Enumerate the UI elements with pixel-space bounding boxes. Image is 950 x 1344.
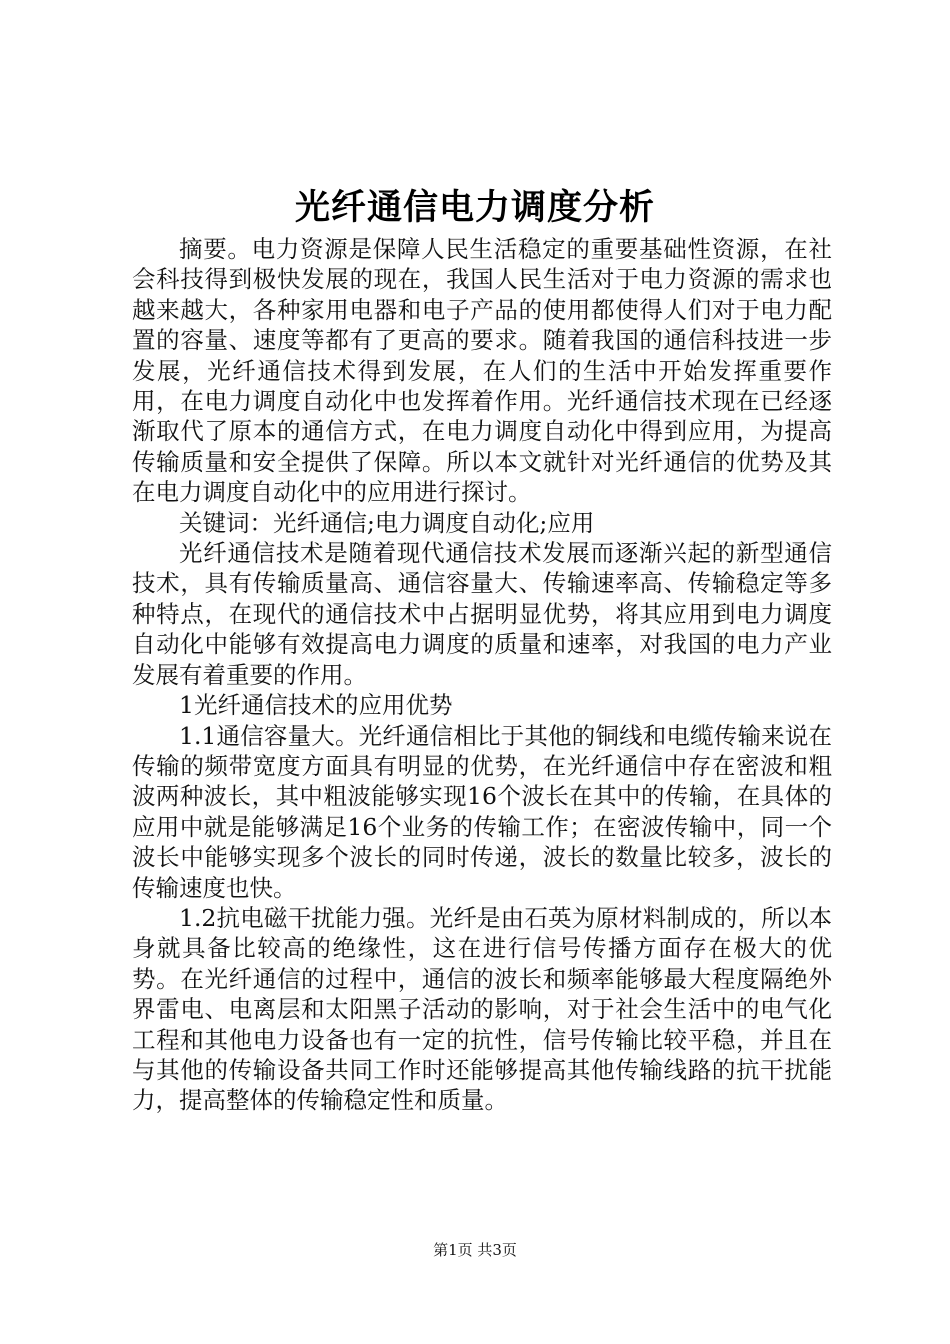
- section-heading-1: 1光纤通信技术的应用优势: [179, 691, 453, 720]
- subsection-1-2-paragraph: 1.2抗电磁干扰能力强。光纤是由石英为原材料制成的，所以本身就具备比较高的绝缘性，这在进行信号传播方面存在极大的优势。在光纤通信的过程中，通信的波长和频率能够最大程度隔绝外界雷电、电离层和太阳黑子活动的影响，对于社会生活中的电气化工程和其他电力设备也有一定的抗性，信号传输比较平稳，并且在与其他的传输设备共同工作时还能够提高其他传输线路的抗干扰能力，提高整体的传输稳定性和质量。: [132, 903, 832, 1115]
- intro-paragraph: 光纤通信技术是随着现代通信技术发展而逐渐兴起的新型通信技术，具有传输质量高、通信容量大、传输速率高、传输稳定等多种特点，在现代的通信技术中占据明显优势，将其应用到电力调度自动化中能够有效提高电力调度的质量和速率，对我国的电力产业发展有着重要的作用。: [132, 539, 832, 689]
- abstract-paragraph: 摘要。电力资源是保障人民生活稳定的重要基础性资源，在社会科技得到极快发展的现在，我国人民生活对于电力资源的需求也越来越大，各种家用电器和电子产品的使用都使得人们对于电力配置的容量、速度等都有了更高的要求。随着我国的通信科技进一步发展，光纤通信技术得到发展，在人们的生活中开始发挥重要作用，在电力调度自动化中也发挥着作用。光纤通信技术现在已经逐渐取代了原本的通信方式，在电力调度自动化中得到应用，为提高传输质量和安全提供了保障。所以本文就针对光纤通信的优势及其在电力调度自动化中的应用进行探讨。: [132, 235, 832, 507]
- page-footer: 第1页 共3页: [433, 1241, 517, 1259]
- keywords-paragraph: 关键词：光纤通信;电力调度自动化;应用: [179, 508, 595, 537]
- document-title: 光纤通信电力调度分析: [294, 187, 655, 228]
- document-body: [132, 234, 832, 1116]
- subsection-1-1-paragraph: 1.1通信容量大。光纤通信相比于其他的铜线和电缆传输来说在传输的频带宽度方面具有明显的优势，在光纤通信中存在密波和粗波两种波长，其中粗波能够实现16个波长在其中的传输，在具体的应用中就是能够满足16个业务的传输工作；在密波传输中，同一个波长中能够实现多个波长的同时传递，波长的数量比较多，波长的传输速度也快。: [132, 721, 832, 902]
